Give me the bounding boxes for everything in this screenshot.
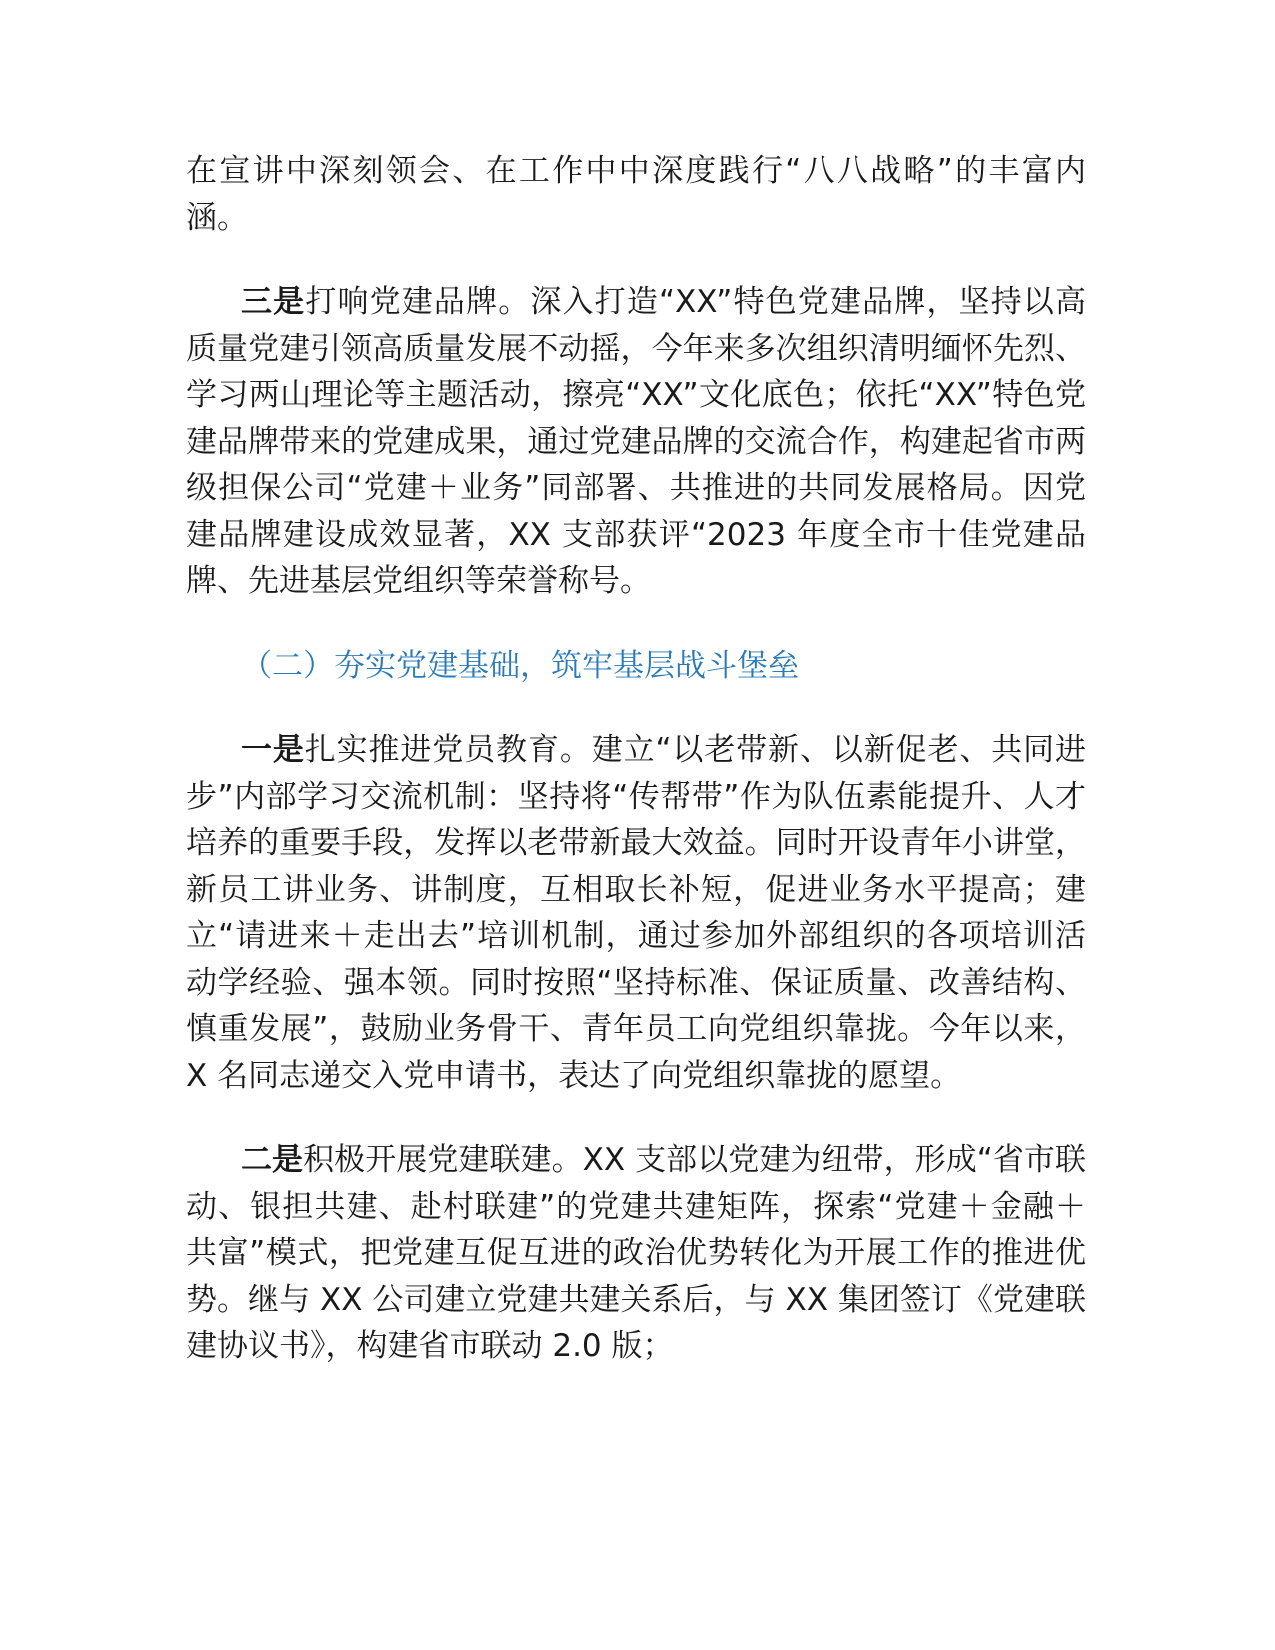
paragraph-text: 积极开展党建联建。XX 支部以党建为纽带，形成“省市联动、银担共建、赴村联建”的党建共建矩阵，探索“党建＋金融＋共富”模式，把党建互促互进的政治优势转化为开展工作的推进优势。继与 XX 公司建立党建共建关系后，与 XX 集团签订《党建联建协议书》，构建省市联动 2.0 版； bbox=[186, 1142, 1086, 1364]
paragraph-text: 扎实推进党员教育。建立“以老带新、以新促老、共同进步”内部学习交流机制：坚持将“传帮带”作为队伍素能提升、人才培养的重要手段，发挥以老带新最大效益。同时开设青年小讲堂，新员工讲业务、讲制度，互相取长补短，促进业务水平提高；建立“请进来＋走出去”培训机制，通过参加外部组织的各项培训活动学经验、强本领。同时按照“坚持标准、保证质量、改善结构、慎重发展”，鼓励业务骨干、青年员工向党组织靠拢。今年以来，X 名同志递交入党申请书，表达了向党组织靠拢的愿望。 bbox=[186, 732, 1086, 1094]
paragraph-brand bbox=[186, 279, 1086, 605]
document-body bbox=[186, 148, 1086, 1408]
section-heading: （二）夯实党建基础，筑牢基层战斗堡垒 bbox=[241, 647, 799, 684]
paragraph-education bbox=[186, 727, 1086, 1099]
paragraph-lead: 二是 bbox=[241, 1142, 304, 1178]
paragraph-joint-building bbox=[186, 1137, 1086, 1370]
paragraph-continuation bbox=[186, 148, 1086, 241]
paragraph-lead: 一是 bbox=[241, 732, 305, 768]
paragraph-text: 在宣讲中深刻领会、在工作中中深度践行“八八战略”的丰富内涵。 bbox=[186, 153, 1086, 236]
paragraph-lead: 三是 bbox=[241, 284, 306, 320]
paragraph-text: 打响党建品牌。深入打造“XX”特色党建品牌，坚持以高质量党建引领高质量发展不动摇，今年来多次组织清明缅怀先烈、学习两山理论等主题活动，擦亮“XX”文化底色；依托“XX”特色党建品牌带来的党建成果，通过党建品牌的交流合作，构建起省市两级担保公司“党建＋业务”同部署、共推进的共同发展格局。因党建品牌建设成效显著，XX 支部获评“2023 年度全市十佳党建品牌、先进基层党组织等荣誉称号。 bbox=[186, 284, 1086, 599]
